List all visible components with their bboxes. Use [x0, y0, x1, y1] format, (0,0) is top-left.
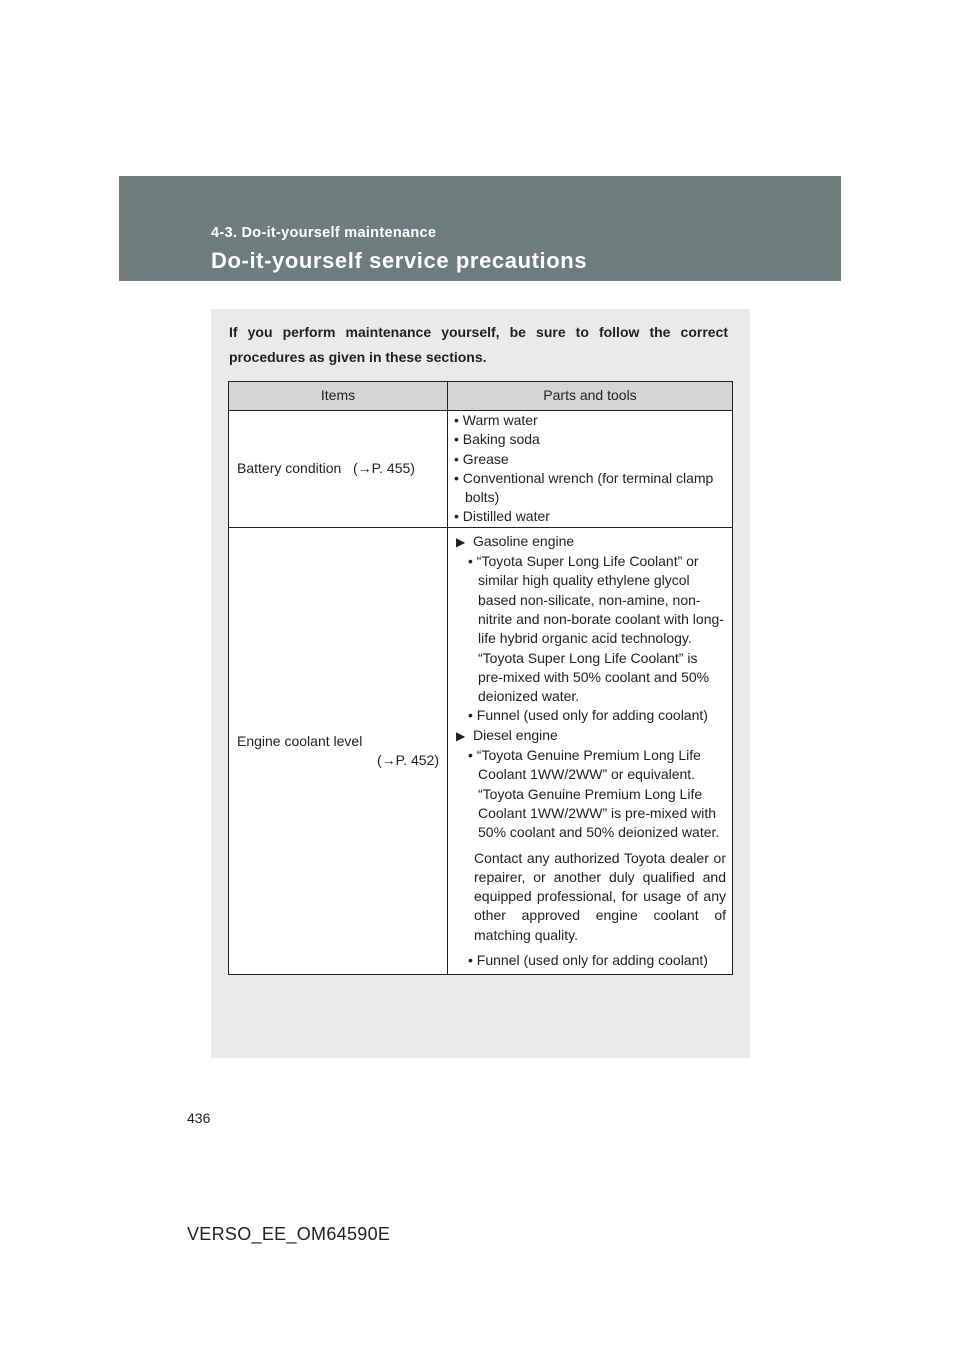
section-label: 4-3. Do-it-yourself maintenance [211, 225, 437, 241]
battery-item-cell [229, 411, 448, 528]
gasoline-engine-heading [454, 532, 726, 552]
column-header-items: Items [229, 382, 448, 411]
battery-part: • Distilled water [454, 508, 550, 525]
battery-item-label: Battery condition (→P. 455) [237, 460, 415, 477]
table-row-battery [229, 411, 733, 528]
intro-text: If you perform maintenance yourself, be sure to follow the correct procedures as given in these sections. [229, 324, 728, 365]
gasoline-part: • “Toyota Super Long Life Coolant” or similar high quality ethylene glycol based non-silicate, non-amine, non-nitrite and non-borate coolant with long-life hybrid organic acid technology. “Toyota Super Long Life Coolant” is pre-mixed with 50% coolant and 50% deionized water. [468, 553, 724, 705]
coolant-item-cell [229, 527, 448, 975]
chapter-header [119, 176, 841, 281]
battery-part: • Warm water [454, 412, 538, 428]
document-code: VERSO_EE_OM64590E [187, 1224, 391, 1244]
table-header-row [229, 382, 733, 411]
battery-part: • Grease [454, 450, 509, 467]
table-row-coolant [229, 527, 733, 975]
diesel-part: • Funnel (used only for adding coolant) [468, 952, 708, 969]
page-number: 436 [187, 1110, 211, 1126]
battery-parts-cell [448, 411, 733, 528]
column-header-parts: Parts and tools [448, 382, 733, 411]
diesel-engine-label: Diesel engine [473, 726, 558, 743]
content-panel [211, 309, 750, 1058]
page-title: Do-it-yourself service precautions [211, 248, 588, 273]
diesel-engine-heading [454, 726, 726, 746]
coolant-item-label: Engine coolant level [237, 732, 363, 749]
coolant-page-ref: (→P. 452) [377, 752, 439, 769]
triangle-bullet-icon: ▶ [456, 534, 466, 549]
battery-part: • Baking soda [454, 431, 540, 448]
gasoline-engine-label: Gasoline engine [473, 532, 575, 549]
battery-part: • Conventional wrench (for terminal clamp bolts) [454, 469, 714, 506]
diesel-note: Contact any authorized Toyota dealer or repairer, or another duly qualified and equipped professional, for usage of any other approved engine coolant of matching quality. [474, 849, 726, 943]
diesel-part: • “Toyota Genuine Premium Long Life Coolant 1WW/2WW” or equivalent. “Toyota Genuine Premium Long Life Coolant 1WW/2WW” is pre-mixed with 50% coolant and 50% deionized water. [468, 747, 720, 841]
parts-table [228, 381, 733, 975]
triangle-bullet-icon: ▶ [456, 728, 466, 743]
gasoline-part: • Funnel (used only for adding coolant) [468, 707, 708, 724]
coolant-parts-cell [448, 527, 733, 975]
